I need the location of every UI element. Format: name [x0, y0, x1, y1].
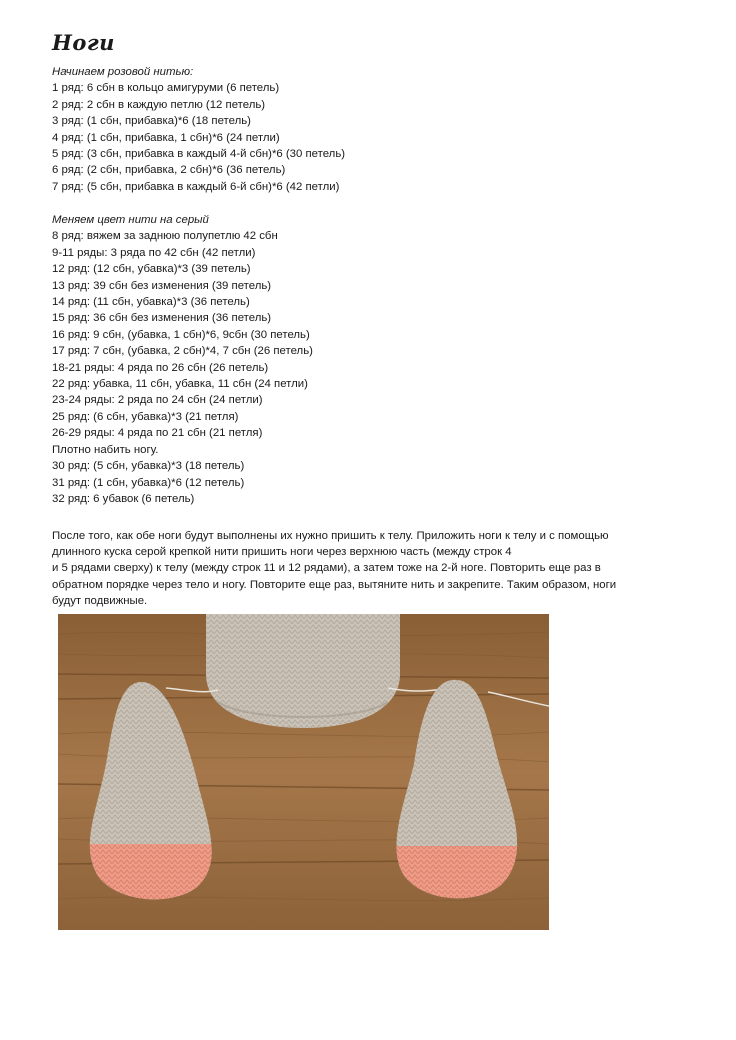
row-line: 31 ряд: (1 сбн, убавка)*6 (12 петель) — [52, 476, 245, 489]
paragraph-line: длинного куска серой крепкой нити пришить ноги через верхнюю часть (между строк 4 — [52, 546, 512, 559]
row-line: 23-24 ряды: 2 ряда по 24 сбн (24 петли) — [52, 394, 263, 407]
row-line: 2 ряд: 2 сбн в каждую петлю (12 петель) — [52, 98, 266, 111]
section-pink — [52, 64, 345, 195]
paragraph-line: и 5 рядами сверху) к телу (между строк 11 и 12 рядами), а затем тоже на 2-й ноге. Повторить еще раз в — [52, 562, 601, 575]
section-heading: Начинаем розовой нитью: — [52, 66, 194, 78]
row-line: 25 ряд: (6 сбн, убавка)*3 (21 петля) — [52, 410, 239, 423]
row-line: 32 ряд: 6 убавок (6 петель) — [52, 492, 195, 505]
row-line: 7 ряд: (5 сбн, прибавка в каждый 6-й сбн)*6 (42 петли) — [52, 180, 340, 193]
row-line: 14 ряд: (11 сбн, убавка)*3 (36 петель) — [52, 296, 250, 309]
row-line: 17 ряд: 7 сбн, (убавка, 2 сбн)*4, 7 сбн (26 петель) — [52, 345, 313, 358]
paragraph-line: обратном порядке через тело и ногу. Повторите еще раз, вытяните нить и закрепите. Таким образом, ноги — [52, 578, 617, 591]
section-heading: Меняем цвет нити на серый — [52, 214, 209, 226]
section-gray — [52, 212, 313, 507]
row-line: 9-11 ряды: 3 ряда по 42 сбн (42 петли) — [52, 246, 256, 259]
page-title: Ноги — [52, 30, 115, 55]
row-line: 3 ряд: (1 сбн, прибавка)*6 (18 петель) — [52, 115, 251, 128]
row-line: 5 ряд: (3 сбн, прибавка в каждый 4-й сбн)*6 (30 петель) — [52, 148, 346, 161]
row-line: 13 ряд: 39 сбн без изменения (39 петель) — [52, 279, 272, 292]
paragraph-line: будут подвижные. — [52, 594, 148, 607]
row-line: 18-21 ряды: 4 ряда по 26 сбн (26 петель) — [52, 361, 269, 374]
row-line: 16 ряд: 9 сбн, (убавка, 1 сбн)*6, 9сбн (30 петель) — [52, 328, 310, 341]
row-line: 8 ряд: вяжем за заднюю полупетлю 42 сбн — [52, 230, 278, 243]
row-line: 30 ряд: (5 сбн, убавка)*3 (18 петель) — [52, 460, 245, 473]
crochet-legs-photo — [58, 614, 549, 930]
doll-body — [206, 614, 400, 728]
row-line: 12 ряд: (12 сбн, убавка)*3 (39 петель) — [52, 263, 251, 276]
row-line: 26-29 ряды: 4 ряда по 21 сбн (21 петля) — [52, 427, 263, 440]
row-line: Плотно набить ногу. — [52, 443, 159, 456]
instructions-paragraph — [52, 528, 684, 609]
row-line: 22 ряд: убавка, 11 сбн, убавка, 11 сбн (24 петли) — [52, 378, 308, 391]
row-line: 1 ряд: 6 сбн в кольцо амигуруми (6 петель) — [52, 82, 280, 95]
paragraph-line: После того, как обе ноги будут выполнены их нужно пришить к телу. Приложить ноги к телу и с помощью — [52, 530, 609, 542]
row-line: 6 ряд: (2 сбн, прибавка, 2 сбн)*6 (36 петель) — [52, 164, 286, 177]
row-line: 15 ряд: 36 сбн без изменения (36 петель) — [52, 312, 272, 325]
row-line: 4 ряд: (1 сбн, прибавка, 1 сбн)*6 (24 петли) — [52, 131, 280, 144]
